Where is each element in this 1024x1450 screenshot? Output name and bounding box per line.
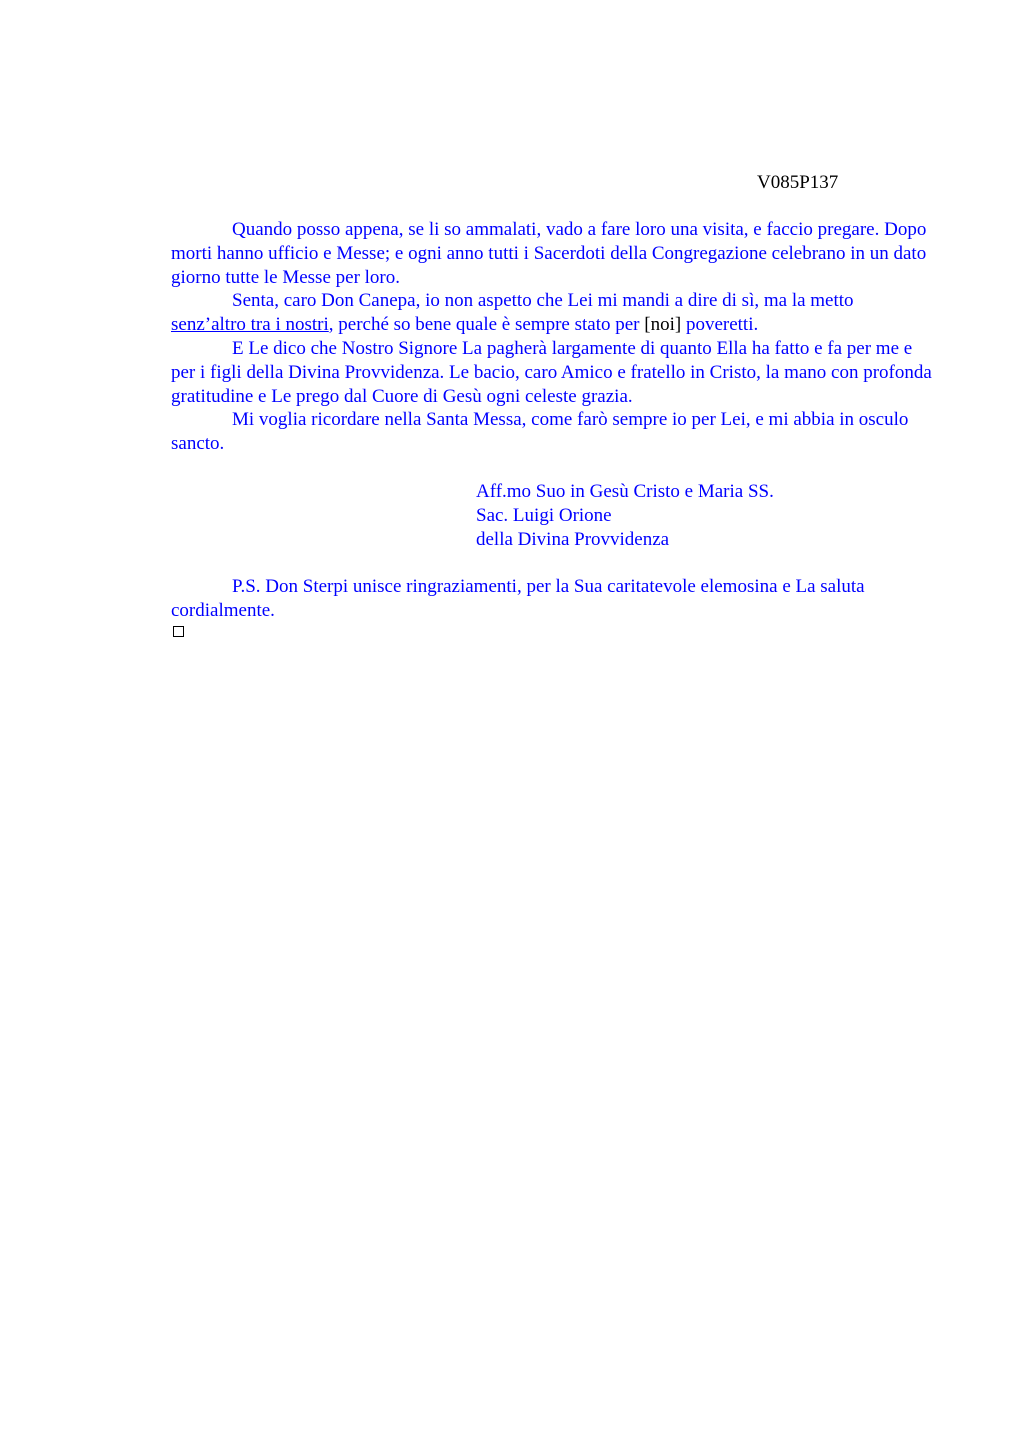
page-code: V085P137 (757, 172, 839, 193)
signature-block (476, 480, 774, 551)
signature-line-2: Sac. Luigi Orione (476, 504, 612, 526)
paragraph-3: E Le dico che Nostro Signore La pagherà largamente di quanto Ella ha fatto e fa per me e per i figli della Divina Provvidenza. Le bacio, caro Amico e fratello in Cristo, la mano con profonda gratitudine e Le prego dal Cuore di Gesù ogni celeste grazia. (171, 337, 932, 407)
paragraph-2-end: poveretti. (681, 314, 759, 336)
paragraph-4: Mi voglia ricordare nella Santa Messa, come farò sempre io per Lei, e mi abbia in osculo sancto. (171, 409, 909, 455)
editorial-insertion: [noi] (644, 314, 682, 336)
paragraph-1: Quando posso appena, se li so ammalati, vado a fare loro una visita, e faccio pregare. Dopo morti hanno ufficio e Messe; e ogni anno tutti i Sacerdoti della Congregazione celebrano in un dato giorno tutte le Messe per loro. (171, 219, 927, 288)
paragraph-2-mid: , perché so bene quale è sempre stato per (328, 314, 645, 336)
signature-line-3: della Divina Provvidenza (476, 528, 670, 550)
paragraph-2 (171, 289, 933, 337)
letter-body (171, 218, 933, 456)
end-marker-box-icon (173, 626, 184, 637)
underlined-phrase: senz’altro tra i nostri (171, 314, 329, 336)
postscript: P.S. Don Sterpi unisce ringraziamenti, per la Sua caritatevole elemosina e La saluta cordialmente. (171, 576, 865, 621)
paragraph-2-start: Senta, caro Don Canepa, io non aspetto che Lei mi mandi a dire di sì, ma la metto (232, 290, 854, 312)
signature-line-1: Aff.mo Suo in Gesù Cristo e Maria SS. (476, 481, 774, 502)
